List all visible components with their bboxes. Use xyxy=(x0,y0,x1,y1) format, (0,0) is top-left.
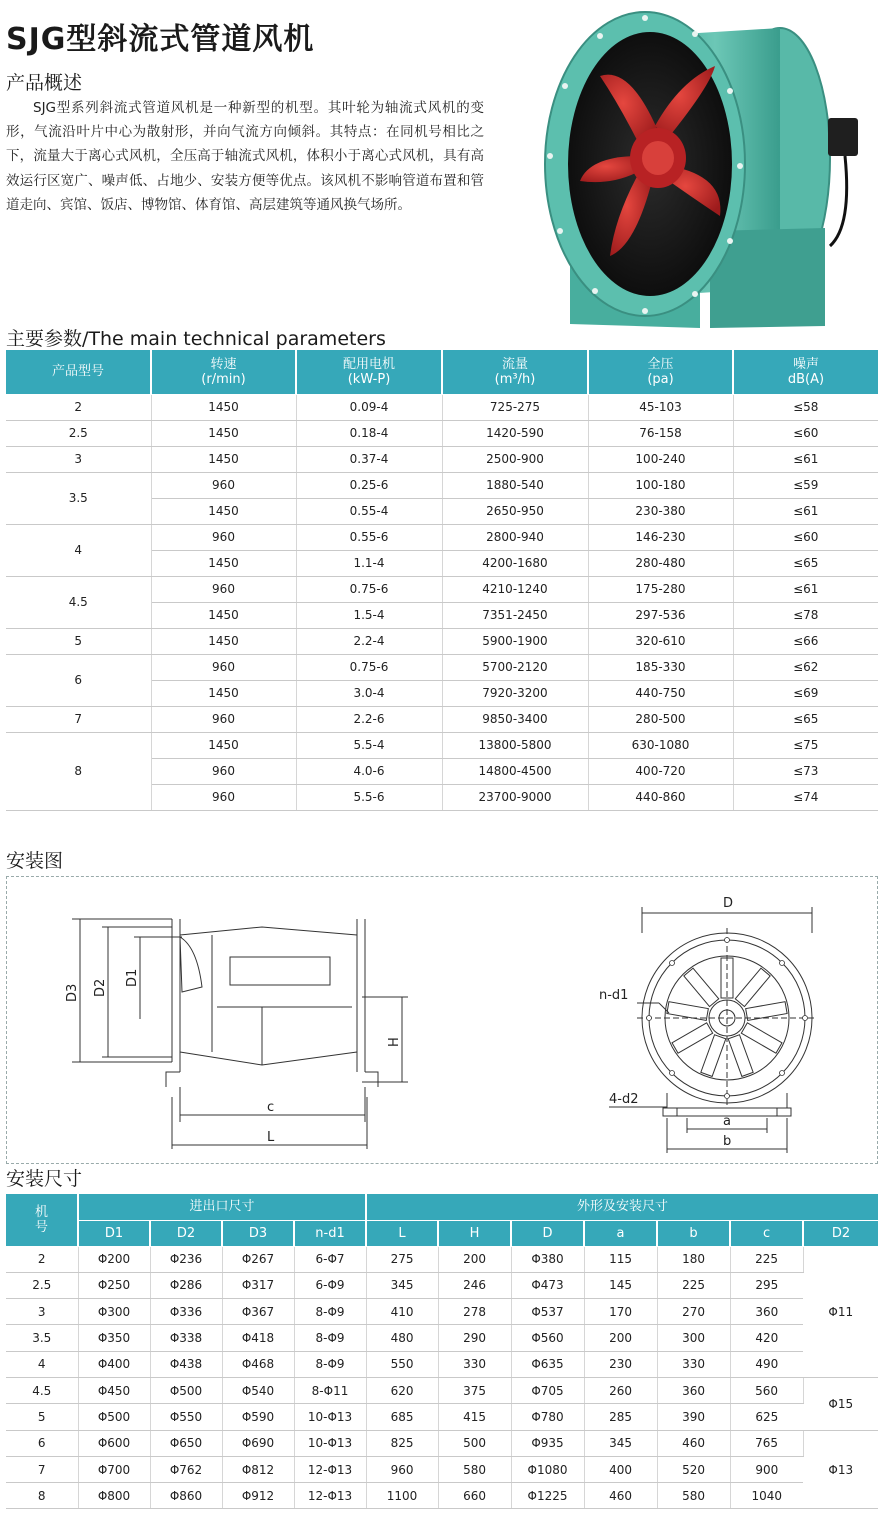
dims-cell: 1040 xyxy=(730,1483,803,1509)
label-b: b xyxy=(723,1134,732,1149)
dims-cell: 550 xyxy=(366,1351,438,1377)
dims-cell: 8-Φ9 xyxy=(294,1325,366,1351)
dims-cell: 8 xyxy=(6,1483,78,1509)
dims-col-header: n-d1 xyxy=(294,1220,366,1246)
params-cell: 5700-2120 xyxy=(442,654,588,680)
dims-cell: Φ935 xyxy=(511,1430,584,1456)
dims-cell: 580 xyxy=(657,1483,730,1509)
params-cell: 14800-4500 xyxy=(442,758,588,784)
dims-row xyxy=(6,1272,878,1298)
dims-row xyxy=(6,1246,878,1272)
dims-cell: 4 xyxy=(6,1351,78,1377)
params-cell: 1450 xyxy=(151,680,296,706)
params-cell: 960 xyxy=(151,654,296,680)
params-cell: 146-230 xyxy=(588,524,733,550)
params-cell: ≤59 xyxy=(733,472,878,498)
params-cell: 5.5-4 xyxy=(296,732,442,758)
dims-cell: 12-Φ13 xyxy=(294,1456,366,1482)
params-cell: 76-158 xyxy=(588,420,733,446)
install-heading: 安装图 xyxy=(6,850,64,872)
params-header-noise: 噪声 dB(A) xyxy=(733,350,878,394)
dims-cell: 285 xyxy=(584,1404,657,1430)
dims-cell: 375 xyxy=(438,1377,511,1403)
dims-cell: 225 xyxy=(730,1246,803,1272)
params-cell: 400-720 xyxy=(588,758,733,784)
front-view-drawing xyxy=(597,893,827,1155)
params-cell: 175-280 xyxy=(588,576,733,602)
dims-header-model: 机号 xyxy=(6,1194,78,1246)
dims-cell: 2 xyxy=(6,1246,78,1272)
params-table xyxy=(6,350,878,811)
dims-cell: 275 xyxy=(366,1246,438,1272)
dims-cell: 115 xyxy=(584,1246,657,1272)
params-row xyxy=(6,420,878,446)
params-header-pressure: 全压 (pa) xyxy=(588,350,733,394)
dims-cell: Φ600 xyxy=(78,1430,150,1456)
params-cell: ≤75 xyxy=(733,732,878,758)
params-cell: 960 xyxy=(151,758,296,784)
dims-cell: Φ367 xyxy=(222,1299,294,1325)
params-row xyxy=(6,732,878,758)
install-drawing-frame xyxy=(6,876,878,1164)
label-D3: D3 xyxy=(65,983,80,1002)
params-cell: 297-536 xyxy=(588,602,733,628)
params-cell: 4200-1680 xyxy=(442,550,588,576)
dims-cell: Φ1080 xyxy=(511,1456,584,1482)
params-cell: 45-103 xyxy=(588,394,733,420)
params-cell: ≤58 xyxy=(733,394,878,420)
page-title: SJG型斜流式管道风机 xyxy=(6,22,315,57)
dims-cell: Φ267 xyxy=(222,1246,294,1272)
params-cell-model: 8 xyxy=(6,732,151,810)
params-cell: 5.5-6 xyxy=(296,784,442,810)
dims-cell: Φ338 xyxy=(150,1325,222,1351)
dims-cell: Φ380 xyxy=(511,1246,584,1272)
label-c: c xyxy=(267,1100,275,1115)
label-D: D xyxy=(723,896,734,911)
label-n-d1: n-d1 xyxy=(599,988,629,1003)
dims-cell: Φ540 xyxy=(222,1377,294,1403)
label-D1: D1 xyxy=(125,968,140,987)
label-H: H xyxy=(387,1037,402,1047)
dims-header-group1: 进出口尺寸 xyxy=(78,1194,366,1220)
dims-cell: 900 xyxy=(730,1456,803,1482)
dims-cell-d2: Φ13 xyxy=(803,1430,878,1509)
dims-cell: Φ537 xyxy=(511,1299,584,1325)
params-row xyxy=(6,472,878,498)
params-cell-model: 7 xyxy=(6,706,151,732)
dims-cell: Φ286 xyxy=(150,1272,222,1298)
params-cell: 0.55-6 xyxy=(296,524,442,550)
dims-cell: 520 xyxy=(657,1456,730,1482)
dims-cell: 765 xyxy=(730,1430,803,1456)
dims-cell: 260 xyxy=(584,1377,657,1403)
dims-col-header: D2 xyxy=(150,1220,222,1246)
params-cell: 9850-3400 xyxy=(442,706,588,732)
dims-cell-d2: Φ15 xyxy=(803,1377,878,1430)
dims-cell: 620 xyxy=(366,1377,438,1403)
dims-col-header: H xyxy=(438,1220,511,1246)
params-cell: 100-240 xyxy=(588,446,733,472)
params-cell: 1420-590 xyxy=(442,420,588,446)
dims-cell: Φ590 xyxy=(222,1404,294,1430)
params-cell: 960 xyxy=(151,576,296,602)
dims-cell: Φ500 xyxy=(150,1377,222,1403)
dims-row xyxy=(6,1377,878,1403)
params-cell: 7920-3200 xyxy=(442,680,588,706)
params-cell: ≤74 xyxy=(733,784,878,810)
params-cell: 1450 xyxy=(151,732,296,758)
dims-cell: 170 xyxy=(584,1299,657,1325)
dims-cell: 330 xyxy=(438,1351,511,1377)
dims-cell: 8-Φ9 xyxy=(294,1351,366,1377)
dims-cell: Φ200 xyxy=(78,1246,150,1272)
dims-cell: 246 xyxy=(438,1272,511,1298)
dims-cell: 580 xyxy=(438,1456,511,1482)
params-cell: 440-750 xyxy=(588,680,733,706)
params-cell: ≤60 xyxy=(733,524,878,550)
params-row xyxy=(6,576,878,602)
params-cell: 1450 xyxy=(151,394,296,420)
dims-cell: 8-Φ11 xyxy=(294,1377,366,1403)
params-cell: 5900-1900 xyxy=(442,628,588,654)
params-cell: 0.75-6 xyxy=(296,576,442,602)
dims-cell: 330 xyxy=(657,1351,730,1377)
dims-cell: 230 xyxy=(584,1351,657,1377)
dims-header-group2: 外形及安装尺寸 xyxy=(366,1194,878,1220)
dims-cell: Φ700 xyxy=(78,1456,150,1482)
params-cell: 2650-950 xyxy=(442,498,588,524)
dims-cell: 300 xyxy=(657,1325,730,1351)
dims-cell: Φ812 xyxy=(222,1456,294,1482)
dims-cell: Φ317 xyxy=(222,1272,294,1298)
params-header-motor: 配用电机 (kW-P) xyxy=(296,350,442,394)
params-cell: 0.09-4 xyxy=(296,394,442,420)
params-cell: ≤60 xyxy=(733,420,878,446)
label-4-d2: 4-d2 xyxy=(609,1092,639,1107)
params-row xyxy=(6,446,878,472)
dims-row xyxy=(6,1299,878,1325)
label-L: L xyxy=(267,1130,275,1145)
dims-col-header: L xyxy=(366,1220,438,1246)
dims-cell: 825 xyxy=(366,1430,438,1456)
dims-cell: 7 xyxy=(6,1456,78,1482)
dims-cell: 290 xyxy=(438,1325,511,1351)
dims-cell: 360 xyxy=(730,1299,803,1325)
params-cell: 1450 xyxy=(151,602,296,628)
dims-cell: 200 xyxy=(438,1246,511,1272)
dims-col-header: D3 xyxy=(222,1220,294,1246)
dims-cell: Φ762 xyxy=(150,1456,222,1482)
params-cell: ≤69 xyxy=(733,680,878,706)
fan-product-image xyxy=(540,6,870,328)
params-cell: ≤78 xyxy=(733,602,878,628)
dims-cell: 5 xyxy=(6,1404,78,1430)
params-row xyxy=(6,524,878,550)
dims-cell: Φ400 xyxy=(78,1351,150,1377)
params-cell: 1.1-4 xyxy=(296,550,442,576)
params-cell-model: 6 xyxy=(6,654,151,706)
params-cell: 280-480 xyxy=(588,550,733,576)
dims-cell: Φ912 xyxy=(222,1483,294,1509)
params-cell: 100-180 xyxy=(588,472,733,498)
dims-cell: 1100 xyxy=(366,1483,438,1509)
dims-cell: 295 xyxy=(730,1272,803,1298)
dims-cell: 6-Φ9 xyxy=(294,1272,366,1298)
dims-cell: 200 xyxy=(584,1325,657,1351)
dims-cell: 490 xyxy=(730,1351,803,1377)
dims-cell: Φ550 xyxy=(150,1404,222,1430)
dims-cell: Φ336 xyxy=(150,1299,222,1325)
params-cell: 725-275 xyxy=(442,394,588,420)
params-cell: 0.55-4 xyxy=(296,498,442,524)
params-cell: 230-380 xyxy=(588,498,733,524)
dims-heading: 安装尺寸 xyxy=(6,1168,83,1190)
params-cell: ≤61 xyxy=(733,498,878,524)
params-row xyxy=(6,628,878,654)
dims-row xyxy=(6,1325,878,1351)
params-cell: 2800-940 xyxy=(442,524,588,550)
dims-cell: Φ473 xyxy=(511,1272,584,1298)
params-cell: 960 xyxy=(151,472,296,498)
dims-cell: Φ690 xyxy=(222,1430,294,1456)
params-cell: 1450 xyxy=(151,420,296,446)
dims-cell: Φ438 xyxy=(150,1351,222,1377)
params-row xyxy=(6,394,878,420)
dims-row xyxy=(6,1351,878,1377)
params-cell-model: 4 xyxy=(6,524,151,576)
dims-cell: Φ468 xyxy=(222,1351,294,1377)
params-cell: 2.2-4 xyxy=(296,628,442,654)
params-cell: 7351-2450 xyxy=(442,602,588,628)
params-cell: ≤73 xyxy=(733,758,878,784)
dims-row xyxy=(6,1404,878,1430)
params-row xyxy=(6,706,878,732)
dims-cell: 3 xyxy=(6,1299,78,1325)
params-header-flow: 流量 (m³/h) xyxy=(442,350,588,394)
params-cell: ≤66 xyxy=(733,628,878,654)
params-cell-model: 2.5 xyxy=(6,420,151,446)
params-cell: 1.5-4 xyxy=(296,602,442,628)
dims-cell: 400 xyxy=(584,1456,657,1482)
dims-cell: 960 xyxy=(366,1456,438,1482)
params-cell: 1450 xyxy=(151,498,296,524)
params-cell: 960 xyxy=(151,524,296,550)
dims-cell: Φ418 xyxy=(222,1325,294,1351)
dims-cell: Φ350 xyxy=(78,1325,150,1351)
params-cell: 4.0-6 xyxy=(296,758,442,784)
dims-cell: 500 xyxy=(438,1430,511,1456)
params-cell: 320-610 xyxy=(588,628,733,654)
overview-text: SJG型系列斜流式管道风机是一种新型的机型。其叶轮为轴流式风机的变形，气流沿叶片中心为散射形，并向气流方向倾斜。其特点：在同机号相比之下，流量大于离心式风机，全压高于轴流式风机，体积小于离心式风机，具有高效运行区宽广、噪声低、占地少、安装方便等优点。该风机不影响管道布置和管道走向、宾馆、饭店、博物馆、体育馆、高层建筑等通风换气场所。 xyxy=(6,100,484,213)
label-D2: D2 xyxy=(93,978,108,997)
params-header-speed: 转速 (r/min) xyxy=(151,350,296,394)
dims-cell: 660 xyxy=(438,1483,511,1509)
dims-col-header: D xyxy=(511,1220,584,1246)
params-cell: 0.18-4 xyxy=(296,420,442,446)
dims-cell: 415 xyxy=(438,1404,511,1430)
dims-cell: 460 xyxy=(584,1483,657,1509)
dims-cell: Φ500 xyxy=(78,1404,150,1430)
dims-cell: 12-Φ13 xyxy=(294,1483,366,1509)
params-cell: 1450 xyxy=(151,628,296,654)
dims-cell: 10-Φ13 xyxy=(294,1404,366,1430)
dims-col-header: a xyxy=(584,1220,657,1246)
dims-cell: Φ236 xyxy=(150,1246,222,1272)
params-cell: 1450 xyxy=(151,550,296,576)
dims-cell: 420 xyxy=(730,1325,803,1351)
params-cell: 23700-9000 xyxy=(442,784,588,810)
dims-col-header: c xyxy=(730,1220,803,1246)
overview-heading: 产品概述 xyxy=(6,72,83,94)
dims-row xyxy=(6,1483,878,1509)
dims-cell: 360 xyxy=(657,1377,730,1403)
dims-cell: Φ1225 xyxy=(511,1483,584,1509)
dims-row xyxy=(6,1456,878,1482)
dims-cell: 3.5 xyxy=(6,1325,78,1351)
dims-cell: Φ860 xyxy=(150,1483,222,1509)
dims-cell: 6 xyxy=(6,1430,78,1456)
params-row xyxy=(6,654,878,680)
dims-cell: Φ560 xyxy=(511,1325,584,1351)
params-cell: 0.75-6 xyxy=(296,654,442,680)
dims-cell: 278 xyxy=(438,1299,511,1325)
params-cell-model: 4.5 xyxy=(6,576,151,628)
dims-cell: 10-Φ13 xyxy=(294,1430,366,1456)
dims-cell: Φ635 xyxy=(511,1351,584,1377)
dims-cell: 625 xyxy=(730,1404,803,1430)
params-cell: 960 xyxy=(151,706,296,732)
dims-table xyxy=(6,1194,878,1509)
dims-cell: 480 xyxy=(366,1325,438,1351)
dims-col-header: D2 xyxy=(803,1220,878,1246)
dims-cell: 180 xyxy=(657,1246,730,1272)
params-cell: 280-500 xyxy=(588,706,733,732)
dims-cell: 560 xyxy=(730,1377,803,1403)
params-heading: 主要参数/The main technical parameters xyxy=(6,328,386,350)
params-cell-model: 3.5 xyxy=(6,472,151,524)
dims-cell: 225 xyxy=(657,1272,730,1298)
dims-cell: Φ705 xyxy=(511,1377,584,1403)
params-cell: ≤65 xyxy=(733,550,878,576)
dims-cell: Φ300 xyxy=(78,1299,150,1325)
params-cell: 1880-540 xyxy=(442,472,588,498)
params-cell: 1450 xyxy=(151,446,296,472)
dims-cell: 145 xyxy=(584,1272,657,1298)
params-cell: ≤61 xyxy=(733,446,878,472)
params-cell: 630-1080 xyxy=(588,732,733,758)
dims-cell: Φ650 xyxy=(150,1430,222,1456)
params-cell: 13800-5800 xyxy=(442,732,588,758)
side-view-drawing xyxy=(62,897,422,1152)
params-cell: ≤61 xyxy=(733,576,878,602)
dims-cell: Φ800 xyxy=(78,1483,150,1509)
dims-cell: 4.5 xyxy=(6,1377,78,1403)
dims-cell: 685 xyxy=(366,1404,438,1430)
params-cell: ≤65 xyxy=(733,706,878,732)
dims-cell-d2: Φ11 xyxy=(803,1246,878,1377)
params-cell-model: 5 xyxy=(6,628,151,654)
dims-col-header: b xyxy=(657,1220,730,1246)
dims-col-header: D1 xyxy=(78,1220,150,1246)
params-cell: ≤62 xyxy=(733,654,878,680)
params-cell: 0.25-6 xyxy=(296,472,442,498)
dims-cell: Φ450 xyxy=(78,1377,150,1403)
params-cell: 2.2-6 xyxy=(296,706,442,732)
dims-cell: 6-Φ7 xyxy=(294,1246,366,1272)
dims-cell: 410 xyxy=(366,1299,438,1325)
params-cell-model: 3 xyxy=(6,446,151,472)
params-cell: 185-330 xyxy=(588,654,733,680)
dims-cell: 8-Φ9 xyxy=(294,1299,366,1325)
dims-cell: Φ780 xyxy=(511,1404,584,1430)
params-cell: 2500-900 xyxy=(442,446,588,472)
dims-cell: 345 xyxy=(366,1272,438,1298)
params-cell-model: 2 xyxy=(6,394,151,420)
dims-cell: 460 xyxy=(657,1430,730,1456)
dims-cell: 390 xyxy=(657,1404,730,1430)
params-cell: 4210-1240 xyxy=(442,576,588,602)
dims-cell: 345 xyxy=(584,1430,657,1456)
dims-cell: 270 xyxy=(657,1299,730,1325)
params-cell: 0.37-4 xyxy=(296,446,442,472)
params-cell: 440-860 xyxy=(588,784,733,810)
dims-cell: Φ250 xyxy=(78,1272,150,1298)
params-cell: 960 xyxy=(151,784,296,810)
dims-row xyxy=(6,1430,878,1456)
params-header-model: 产品型号 xyxy=(6,350,151,394)
params-cell: 3.0-4 xyxy=(296,680,442,706)
dims-cell: 2.5 xyxy=(6,1272,78,1298)
label-a: a xyxy=(723,1114,731,1129)
